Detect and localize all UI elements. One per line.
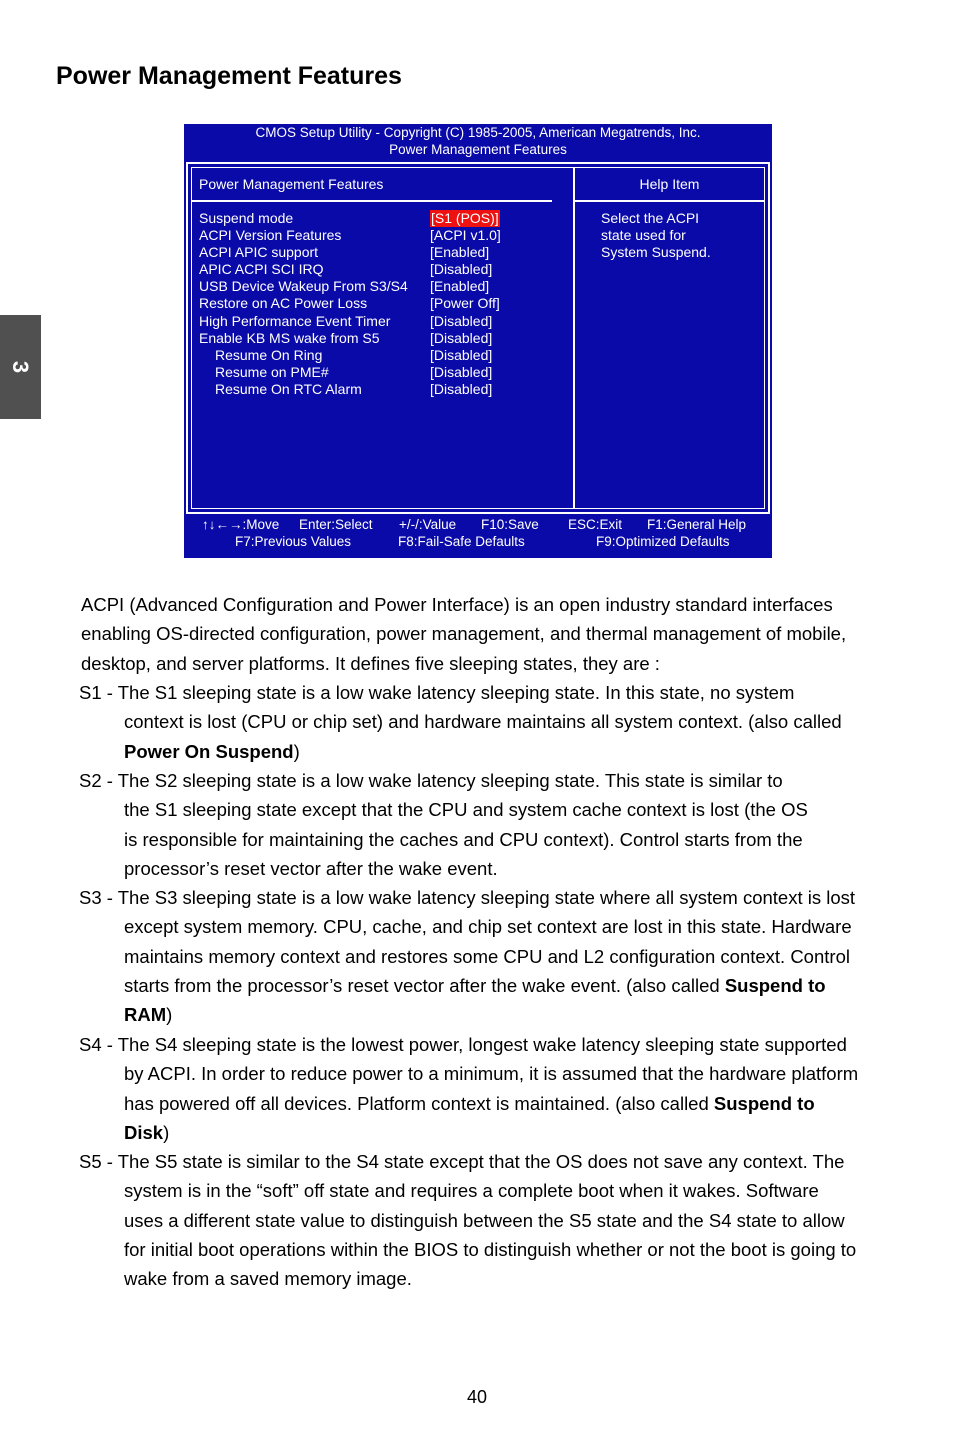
state-s2 [79, 766, 909, 883]
state-s1 [79, 678, 909, 766]
setting-label: Enable KB MS wake from S5 [199, 329, 380, 346]
state-s5 [79, 1147, 909, 1293]
key-failsafe-defaults: F8:Fail-Safe Defaults [398, 534, 525, 549]
chapter-number: 3 [8, 360, 34, 374]
state-line: S2 - The S2 sleeping state is a low wake latency sleeping state. This state is similar to [79, 770, 783, 791]
setting-value[interactable]: [Disabled] [430, 329, 493, 346]
bios-frame [186, 162, 770, 514]
bios-copyright: CMOS Setup Utility - Copyright (C) 1985-2005, American Megatrends, Inc. [255, 125, 701, 140]
state-line: the S1 sleeping state except that the CPU and system cache context is lost (the OS [124, 799, 808, 821]
setting-acpi-version[interactable] [192, 227, 573, 244]
key-optimized-defaults: F9:Optimized Defaults [596, 534, 730, 549]
intro-line: ACPI (Advanced Configuration and Power Interface) is an open industry standard interfaces [81, 594, 833, 615]
state-s4 [79, 1030, 909, 1147]
setting-label: APIC ACPI SCI IRQ [199, 261, 324, 278]
setting-value[interactable]: [Power Off] [430, 295, 500, 312]
state-line: for initial boot operations within the BIOS to distinguish whether or not the boot is going to [124, 1238, 857, 1260]
help-line: Select the ACPI [601, 210, 700, 226]
bios-key-legend [184, 516, 772, 550]
key-general-help: F1:General Help [647, 517, 747, 532]
setting-value[interactable]: [Disabled] [430, 380, 493, 397]
bios-inner-frame [191, 167, 765, 509]
state-text: has powered off all devices. Platform context is maintained. (also called [124, 1092, 714, 1114]
settings-panel-title: Power Management Features [199, 176, 384, 192]
setting-label: Resume On RTC Alarm [215, 380, 362, 397]
setting-label: Restore on AC Power Loss [199, 295, 368, 312]
state-line: context is lost (CPU or chip set) and hardware maintains all system context. (also called [124, 711, 842, 733]
intro-line: enabling OS-directed configuration, power management, and thermal management of mobile, [81, 623, 847, 645]
state-line: S5 - The S5 state is similar to the S4 state except that the OS does not save any context. The [79, 1151, 845, 1172]
setting-label: Resume On Ring [215, 346, 323, 363]
bios-screen-title: Power Management Features [389, 142, 567, 157]
setting-label: USB Device Wakeup From S3/S4 [199, 278, 408, 295]
help-line: System Suspend. [601, 244, 711, 261]
setting-apic-sci-irq[interactable] [192, 261, 573, 278]
chapter-tab [0, 315, 41, 419]
setting-resume-rtc[interactable] [192, 381, 573, 398]
bios-screen [184, 124, 772, 558]
term-bold: Power On Suspend [124, 740, 294, 762]
setting-usb-wakeup[interactable] [192, 278, 573, 295]
state-line [79, 737, 909, 766]
key-move: ↑↓←→:Move [202, 517, 280, 532]
setting-kb-ms-wake[interactable] [192, 330, 573, 347]
state-line: is responsible for maintaining the caches and CPU context). Control starts from the [124, 828, 803, 850]
state-line: maintains memory context and restores some CPU and L2 configuration context. Control [124, 945, 850, 967]
state-line: S3 - The S3 sleeping state is a low wake latency sleeping state where all system context is lost [79, 887, 856, 908]
help-panel-underline [575, 200, 764, 202]
state-line [79, 1118, 909, 1147]
state-line: by ACPI. In order to reduce power to a minimum, it is assumed that the hardware platform [124, 1063, 859, 1085]
help-text [601, 210, 711, 262]
state-text: starts from the processor’s reset vector after the wake event. (also called [124, 974, 725, 996]
setting-value[interactable]: [Disabled] [430, 312, 493, 329]
key-select: Enter:Select [299, 517, 373, 532]
settings-panel [192, 168, 573, 508]
key-save: F10:Save [481, 517, 539, 532]
state-line: wake from a saved memory image. [124, 1268, 412, 1290]
term-bold: Suspend to [713, 1092, 815, 1114]
setting-suspend-mode[interactable] [192, 210, 573, 227]
setting-value[interactable]: [Enabled] [430, 244, 490, 261]
term-bold: Disk [124, 1121, 164, 1143]
help-panel-title: Help Item [639, 176, 700, 192]
term-bold: Suspend to [724, 974, 826, 996]
page-title: Power Management Features [56, 62, 402, 90]
state-text: ) [166, 1004, 173, 1026]
state-line [79, 1000, 909, 1029]
key-value: +/-/:Value [399, 517, 457, 532]
help-panel [575, 168, 764, 508]
setting-label: ACPI Version Features [199, 227, 342, 244]
state-line: uses a different state value to distinguish between the S5 state and the S4 state to allow [124, 1209, 845, 1231]
setting-label: ACPI APIC support [199, 244, 319, 261]
key-exit: ESC:Exit [568, 517, 623, 532]
state-line: system is in the “soft” off state and requires a complete boot when it wakes. Software [124, 1180, 819, 1202]
setting-value[interactable]: [ACPI v1.0] [430, 227, 501, 244]
key-legend-row [184, 533, 772, 550]
bios-header [184, 124, 772, 158]
key-legend-row [184, 516, 772, 533]
term-bold: RAM [124, 1004, 167, 1026]
settings-panel-underline [192, 200, 552, 202]
setting-label: Suspend mode [199, 210, 294, 226]
setting-value-selected[interactable]: [S1 (POS)] [431, 210, 499, 226]
state-s3 [79, 883, 909, 1029]
intro-paragraph [81, 590, 911, 678]
setting-value[interactable]: [Enabled] [430, 278, 490, 295]
setting-hpet[interactable] [192, 313, 573, 330]
setting-acpi-apic[interactable] [192, 244, 573, 261]
state-line: S1 - The S1 sleeping state is a low wake latency sleeping state. In this state, no system [79, 682, 795, 703]
state-line: S4 - The S4 sleeping state is the lowest power, longest wake latency sleeping state supported [79, 1034, 847, 1055]
intro-line: desktop, and server platforms. It defines five sleeping states, they are : [81, 652, 660, 674]
state-line: except system memory. CPU, cache, and chip set context are lost in this state. Hardware [124, 916, 852, 938]
setting-resume-ring[interactable] [192, 347, 573, 364]
state-text: ) [293, 740, 300, 762]
setting-label: Resume on PME# [215, 363, 329, 380]
state-line [79, 971, 909, 1000]
setting-value[interactable]: [Disabled] [430, 261, 493, 278]
state-text: ) [163, 1121, 170, 1143]
setting-label: High Performance Event Timer [199, 312, 391, 329]
setting-resume-pme[interactable] [192, 364, 573, 381]
key-previous-values: F7:Previous Values [235, 534, 352, 549]
page-number: 40 [466, 1387, 488, 1407]
setting-restore-ac-loss[interactable] [192, 295, 573, 312]
setting-value[interactable]: [Disabled] [430, 363, 493, 380]
help-line: state used for [601, 227, 686, 244]
state-line [79, 1089, 909, 1118]
setting-value[interactable]: [Disabled] [430, 346, 493, 363]
state-line: processor’s reset vector after the wake event. [124, 857, 498, 879]
settings-list [192, 210, 573, 398]
